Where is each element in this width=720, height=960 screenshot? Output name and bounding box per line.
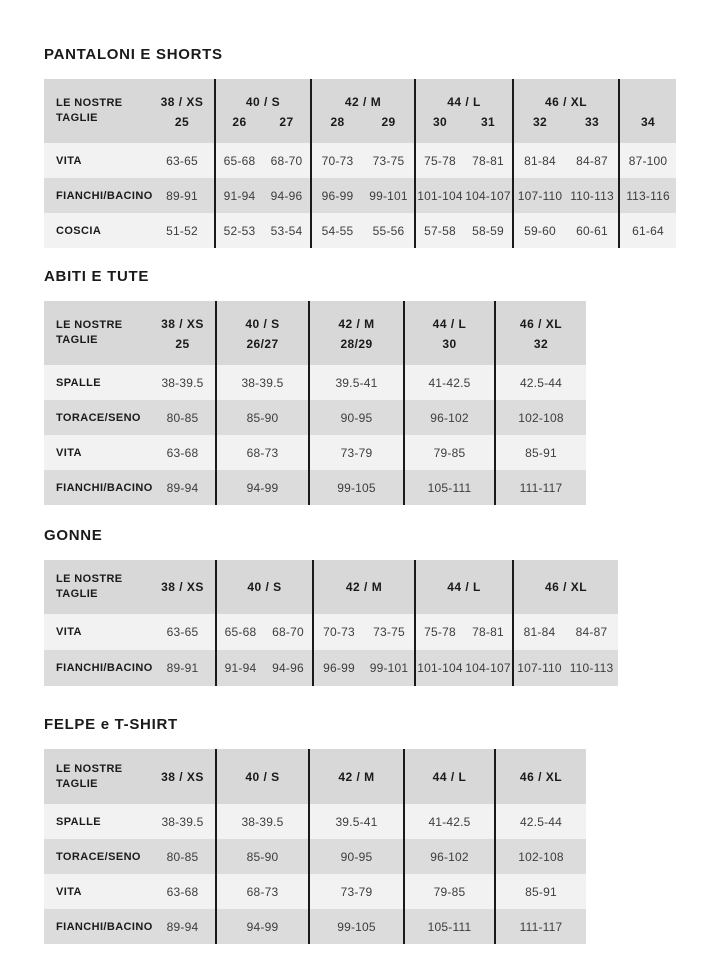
measurement-label: FIANCHI/BACINO xyxy=(56,920,153,933)
size-number-header: 28/29 xyxy=(309,334,404,365)
measurement-label: FIANCHI/BACINO xyxy=(56,481,153,494)
measurement-row xyxy=(44,143,676,178)
size-group-header: 38 / XS xyxy=(150,79,215,112)
measurement-value: 70-73 xyxy=(311,143,363,178)
corner-label-line1: LE NOSTRE xyxy=(56,573,123,585)
size-number-header: 30 xyxy=(404,334,495,365)
size-group-header: 44 / L xyxy=(404,301,495,334)
measurement-value: 85-90 xyxy=(216,839,309,874)
measurement-value: 90-95 xyxy=(309,839,404,874)
measurement-value: 80-85 xyxy=(166,410,199,425)
measurement-label: VITA xyxy=(56,446,82,459)
measurement-label: TORACE/SENO xyxy=(56,411,141,424)
table-host-abiti-e-tute xyxy=(44,301,676,505)
corner-label-line1: LE NOSTRE xyxy=(56,319,123,331)
measurement-row xyxy=(44,614,618,650)
size-group-header: 46 / XL xyxy=(495,301,586,334)
measurement-value: 38-39.5 xyxy=(161,814,204,829)
size-table-felpe-e-t-shirt xyxy=(44,749,586,944)
table-host-pantaloni-e-shorts xyxy=(44,79,676,248)
measurement-row xyxy=(44,839,586,874)
size-group-header: 40 / S xyxy=(216,560,313,614)
size-group-header: 40 / S xyxy=(216,301,309,334)
measurement-value: 73-79 xyxy=(309,435,404,470)
size-number-header: 29 xyxy=(363,112,415,143)
measurement-value: 84-87 xyxy=(575,625,608,639)
size-number-header: 28 xyxy=(311,112,363,143)
measurement-value: 75-78 xyxy=(415,143,464,178)
measurement-value: 58-59 xyxy=(472,223,504,238)
section-abiti-e-tute xyxy=(44,268,676,505)
measurement-value: 87-100 xyxy=(619,143,676,178)
measurement-value: 39.5-41 xyxy=(309,804,404,839)
measurement-value: 96-99 xyxy=(313,650,364,686)
measurement-value: 90-95 xyxy=(309,400,404,435)
section-title-abiti-e-tute: ABITI E TUTE xyxy=(44,268,150,285)
measurement-value: 101-104 xyxy=(415,178,464,213)
measurement-value: 51-52 xyxy=(166,223,198,238)
size-group-header: 38 / XS xyxy=(150,301,216,334)
measurement-value: 38-39.5 xyxy=(216,365,309,400)
measurement-label: VITA xyxy=(56,626,82,638)
measurement-label: FIANCHI/BACINO xyxy=(56,662,153,674)
size-number-header: 25 xyxy=(150,334,216,365)
measurement-value: 73-79 xyxy=(309,874,404,909)
corner-label xyxy=(44,79,150,143)
size-number-header: 31 xyxy=(464,112,513,143)
measurement-row xyxy=(44,213,676,248)
size-number-header: 32 xyxy=(513,112,566,143)
size-group-header: 42 / M xyxy=(309,749,404,804)
measurement-value: 107-110 xyxy=(513,178,566,213)
size-number-header: 26/27 xyxy=(216,334,309,365)
size-table-gonne xyxy=(44,560,618,686)
measurement-value: 102-108 xyxy=(495,839,586,874)
measurement-value: 79-85 xyxy=(404,874,495,909)
measurement-value: 68-70 xyxy=(272,625,304,639)
size-table-pantaloni-e-shorts xyxy=(44,79,676,248)
size-group-header: 38 / XS xyxy=(150,560,216,614)
measurement-value: 63-68 xyxy=(166,884,199,899)
measurement-value: 61-64 xyxy=(619,213,676,248)
table-host-felpe-e-t-shirt xyxy=(44,749,676,944)
measurement-value: 96-99 xyxy=(311,178,363,213)
corner-label-line2: TAGLIE xyxy=(56,777,98,790)
corner-label-line2: TAGLIE xyxy=(56,334,98,346)
measurement-value: 89-94 xyxy=(166,480,199,495)
measurement-value: 53-54 xyxy=(270,223,303,238)
measurement-value: 42.5-44 xyxy=(495,365,586,400)
measurement-value: 99-105 xyxy=(309,909,404,944)
size-group-header: 44 / L xyxy=(415,79,513,112)
measurement-value: 73-75 xyxy=(373,625,405,639)
size-number-header: 33 xyxy=(566,112,619,143)
size-group-header: 38 / XS xyxy=(150,749,216,804)
measurement-value: 79-85 xyxy=(404,435,495,470)
measurement-value: 75-78 xyxy=(415,614,464,650)
measurement-value: 63-65 xyxy=(166,153,198,168)
section-title-pantaloni-e-shorts: PANTALONI E SHORTS xyxy=(44,46,223,63)
corner-label xyxy=(44,560,150,614)
measurement-value: 111-117 xyxy=(495,470,586,505)
size-number-header: 34 xyxy=(619,112,676,143)
measurement-value: 78-81 xyxy=(472,153,504,168)
size-number-header: 26 xyxy=(215,112,263,143)
measurement-value: 63-65 xyxy=(166,625,199,639)
size-group-header: 42 / M xyxy=(309,301,404,334)
corner-label-line2: TAGLIE xyxy=(56,588,98,600)
size-group-header: 40 / S xyxy=(215,79,311,112)
section-title-gonne: GONNE xyxy=(44,527,103,544)
measurement-value: 60-61 xyxy=(576,223,608,238)
measurement-value: 70-73 xyxy=(313,614,364,650)
measurement-value: 42.5-44 xyxy=(495,804,586,839)
size-group-header: 46 / XL xyxy=(513,79,619,112)
size-header-row xyxy=(44,79,676,112)
measurement-value: 113-116 xyxy=(619,178,676,213)
measurement-value: 65-68 xyxy=(216,614,264,650)
size-number-header: 27 xyxy=(263,112,311,143)
measurement-value: 84-87 xyxy=(576,153,608,168)
section-pantaloni-e-shorts xyxy=(44,46,676,248)
measurement-value: 68-70 xyxy=(270,153,303,168)
measurement-value: 105-111 xyxy=(404,909,495,944)
measurement-value: 89-94 xyxy=(166,919,199,934)
measurement-value: 38-39.5 xyxy=(161,375,204,390)
measurement-value: 80-85 xyxy=(166,849,199,864)
table-host-gonne xyxy=(44,560,676,686)
measurement-value: 54-55 xyxy=(311,213,363,248)
corner-label xyxy=(44,749,150,804)
measurement-value: 85-91 xyxy=(495,435,586,470)
measurement-value: 57-58 xyxy=(415,213,464,248)
measurement-value: 78-81 xyxy=(472,625,504,639)
corner-label-line2: TAGLIE xyxy=(56,112,98,124)
measurement-value: 94-96 xyxy=(270,188,303,203)
measurement-value: 68-73 xyxy=(216,874,309,909)
measurement-value: 59-60 xyxy=(513,213,566,248)
measurement-value: 52-53 xyxy=(215,213,263,248)
size-group-header: 46 / XL xyxy=(513,560,618,614)
measurement-label: VITA xyxy=(56,885,82,898)
size-table-abiti-e-tute xyxy=(44,301,586,505)
measurement-value: 85-91 xyxy=(495,874,586,909)
size-group-header: 42 / M xyxy=(313,560,415,614)
measurement-value: 38-39.5 xyxy=(216,804,309,839)
measurement-value: 39.5-41 xyxy=(309,365,404,400)
measurement-value: 111-117 xyxy=(495,909,586,944)
measurement-value: 81-84 xyxy=(513,143,566,178)
size-header-row xyxy=(44,749,586,804)
measurement-value: 96-102 xyxy=(404,839,495,874)
measurement-value: 101-104 xyxy=(415,650,464,686)
measurement-row xyxy=(44,650,618,686)
size-group-header xyxy=(619,79,676,112)
size-group-header: 46 / XL xyxy=(495,749,586,804)
measurement-value: 99-105 xyxy=(309,470,404,505)
measurement-value: 63-68 xyxy=(166,445,199,460)
measurement-value: 104-107 xyxy=(465,188,511,203)
size-number-header: 30 xyxy=(415,112,464,143)
size-group-header: 44 / L xyxy=(415,560,513,614)
measurement-row xyxy=(44,178,676,213)
measurement-label: FIANCHI/BACINO xyxy=(56,189,153,202)
measurement-value: 94-99 xyxy=(216,470,309,505)
size-header-row xyxy=(44,560,618,614)
measurement-value: 99-101 xyxy=(369,661,409,675)
measurement-value: 89-91 xyxy=(166,188,198,203)
measurement-row xyxy=(44,874,586,909)
size-header-row xyxy=(44,301,586,334)
measurement-value: 41-42.5 xyxy=(404,365,495,400)
section-gonne xyxy=(44,527,676,686)
corner-label-line1: LE NOSTRE xyxy=(56,97,123,109)
measurement-value: 105-111 xyxy=(404,470,495,505)
measurement-label: VITA xyxy=(56,154,82,167)
measurement-value: 73-75 xyxy=(372,153,405,168)
measurement-label: SPALLE xyxy=(56,815,101,828)
measurement-row xyxy=(44,804,586,839)
measurement-value: 102-108 xyxy=(495,400,586,435)
measurement-value: 85-90 xyxy=(216,400,309,435)
corner-label-line1: LE NOSTRE xyxy=(56,762,123,775)
measurement-row xyxy=(44,470,586,505)
measurement-label: SPALLE xyxy=(56,376,101,389)
measurement-value: 110-113 xyxy=(570,188,614,203)
size-group-header: 42 / M xyxy=(311,79,415,112)
measurement-row xyxy=(44,909,586,944)
measurement-row xyxy=(44,365,586,400)
measurement-value: 110-113 xyxy=(569,661,614,675)
measurement-value: 107-110 xyxy=(513,650,565,686)
size-number-header: 25 xyxy=(150,112,215,143)
section-felpe-e-t-shirt xyxy=(44,716,676,944)
measurement-value: 91-94 xyxy=(216,650,264,686)
measurement-label: TORACE/SENO xyxy=(56,850,141,863)
corner-label xyxy=(44,301,150,365)
size-number-header: 32 xyxy=(495,334,586,365)
size-group-header: 44 / L xyxy=(404,749,495,804)
measurement-value: 96-102 xyxy=(404,400,495,435)
measurement-value: 41-42.5 xyxy=(404,804,495,839)
measurement-value: 81-84 xyxy=(513,614,565,650)
measurement-value: 94-99 xyxy=(216,909,309,944)
section-title-felpe-e-t-shirt: FELPE e T-SHIRT xyxy=(44,716,178,733)
measurement-value: 94-96 xyxy=(272,661,304,675)
measurement-value: 68-73 xyxy=(216,435,309,470)
measurement-row xyxy=(44,400,586,435)
measurement-value: 104-107 xyxy=(465,661,511,675)
measurement-value: 65-68 xyxy=(215,143,263,178)
size-group-header: 40 / S xyxy=(216,749,309,804)
measurement-value: 91-94 xyxy=(215,178,263,213)
measurement-value: 89-91 xyxy=(166,661,199,675)
measurement-label: COSCIA xyxy=(56,224,102,237)
measurement-value: 55-56 xyxy=(372,223,405,238)
measurement-value: 99-101 xyxy=(369,188,408,203)
measurement-row xyxy=(44,435,586,470)
